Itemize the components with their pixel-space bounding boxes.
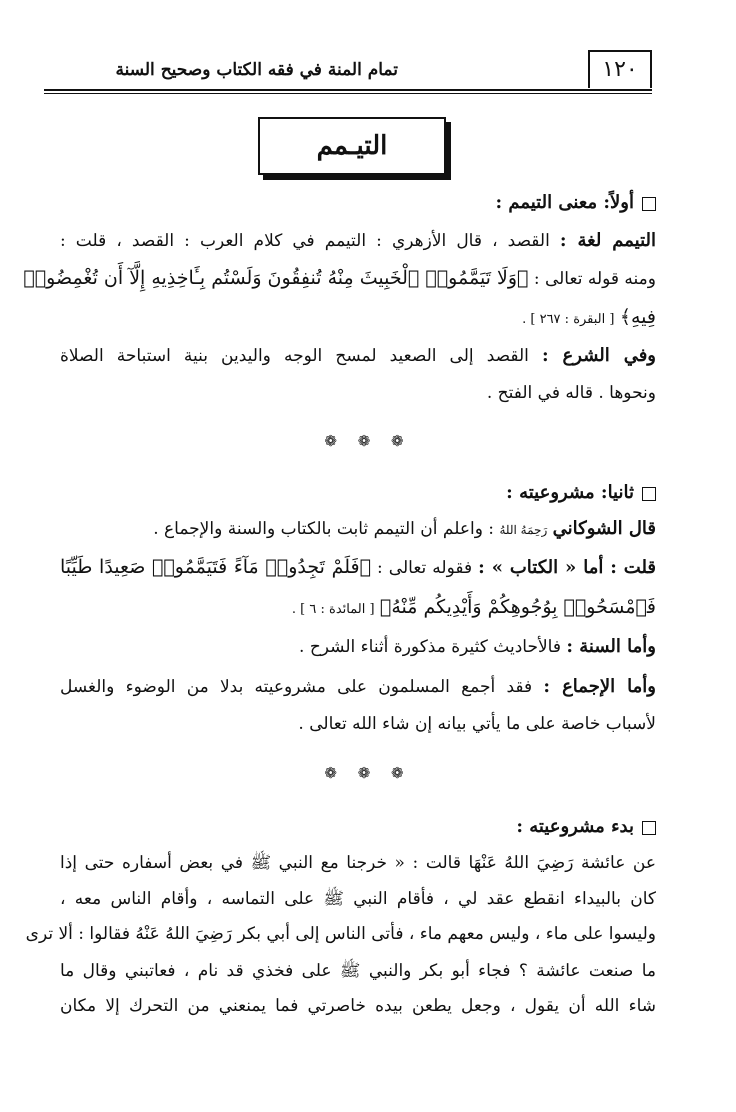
book-title: تمام المنة في فقه الكتاب وصحيح السنة: [115, 60, 398, 80]
text-line: شاء الله أن يقول ، وجعل يطعن بيده خاصرتي فما يمنعني من التحرك إلا مكان: [60, 996, 656, 1016]
section-divider: ❁ ❁ ❁: [324, 764, 412, 782]
text-line: وفي الشرع : القصد إلى الصعيد لمسح الوجه واليدين بنية استباحة الصلاة: [60, 345, 656, 366]
text-line: قال الشوكاني رَحِمَهُ اللهُ : واعلم أن التيمم ثابت بالكتاب والسنة والإجماع .: [153, 518, 656, 539]
header-rule-thin: [44, 93, 652, 94]
text-line: فَٱمْسَحُوا۟ بِوُجُوهِكُمْ وَأَيْدِيكُم مِّنْهُ﴾ [ المائدة : ٦ ] .: [291, 596, 656, 618]
text-line: وأما السنة : فالأحاديث كثيرة مذكورة أثناء الشرح .: [299, 636, 656, 657]
text-line: ومنه قوله تعالى : ﴿وَلَا تَيَمَّمُوا۟ ٱلْخَبِيثَ مِنْهُ تُنفِقُونَ وَلَسْتُم بِـَٔاخِذِيهِ إِلَّآ أَن تُغْمِضُوا۟: [23, 267, 656, 289]
section-heading-legitimacy: ثانيا: مشروعيته :: [506, 482, 656, 503]
section-heading-origin: بدء مشروعيته :: [516, 816, 656, 837]
chapter-title: التيـمم: [316, 131, 388, 161]
text-line: كان بالبيداء انقطع عقد لي ، فأقام النبي ﷺ على التماسه ، وأقام الناس معه ،: [60, 889, 656, 909]
section-heading-meaning: أولاً: معنى التيمم :: [495, 192, 656, 213]
text-line: وأما الإجماع : فقد أجمع المسلمون على مشروعيته بدلا من الوضوء والغسل: [60, 676, 656, 697]
chapter-title-box: [258, 117, 446, 175]
text-line: التيمم لغة : القصد ، قال الأزهري : التيمم في كلام العرب : القصد ، قلت :: [60, 230, 656, 251]
section-divider: ❁ ❁ ❁: [324, 432, 412, 450]
page-header: [44, 40, 652, 90]
text-line: وليسوا على ماء ، وليس معهم ماء ، فأتى الناس إلى أبي بكر رَضِيَ اللهُ عَنْهُ فقالوا : ألا ترى: [25, 924, 656, 944]
page-number: ١٢٠: [588, 50, 652, 88]
square-bullet-icon: [642, 821, 656, 835]
text-line: قلت : أما « الكتاب » : فقوله تعالى : ﴿فَلَمْ تَجِدُوا۟ مَآءً فَتَيَمَّمُوا۟ صَعِيدًا طَيِّبًا: [60, 556, 657, 578]
text-line: فِيهِ﴾ [ البقرة : ٢٦٧ ] .: [522, 306, 656, 328]
text-line: ما صنعت عائشة ؟ فجاء أبو بكر والنبي ﷺ على فخذي قد نام ، فعاتبني وقال ما: [60, 961, 656, 981]
header-rule: [44, 89, 652, 91]
text-line: لأسباب خاصة على ما يأتي بيانه إن شاء الله تعالى .: [298, 714, 656, 734]
text-line: عن عائشة رَضِيَ اللهُ عَنْهَا قالت : « خرجنا مع النبي ﷺ في بعض أسفاره حتى إذا: [60, 853, 656, 873]
square-bullet-icon: [642, 487, 656, 501]
text-line: ونحوها . قاله في الفتح .: [486, 383, 656, 403]
square-bullet-icon: [642, 197, 656, 211]
